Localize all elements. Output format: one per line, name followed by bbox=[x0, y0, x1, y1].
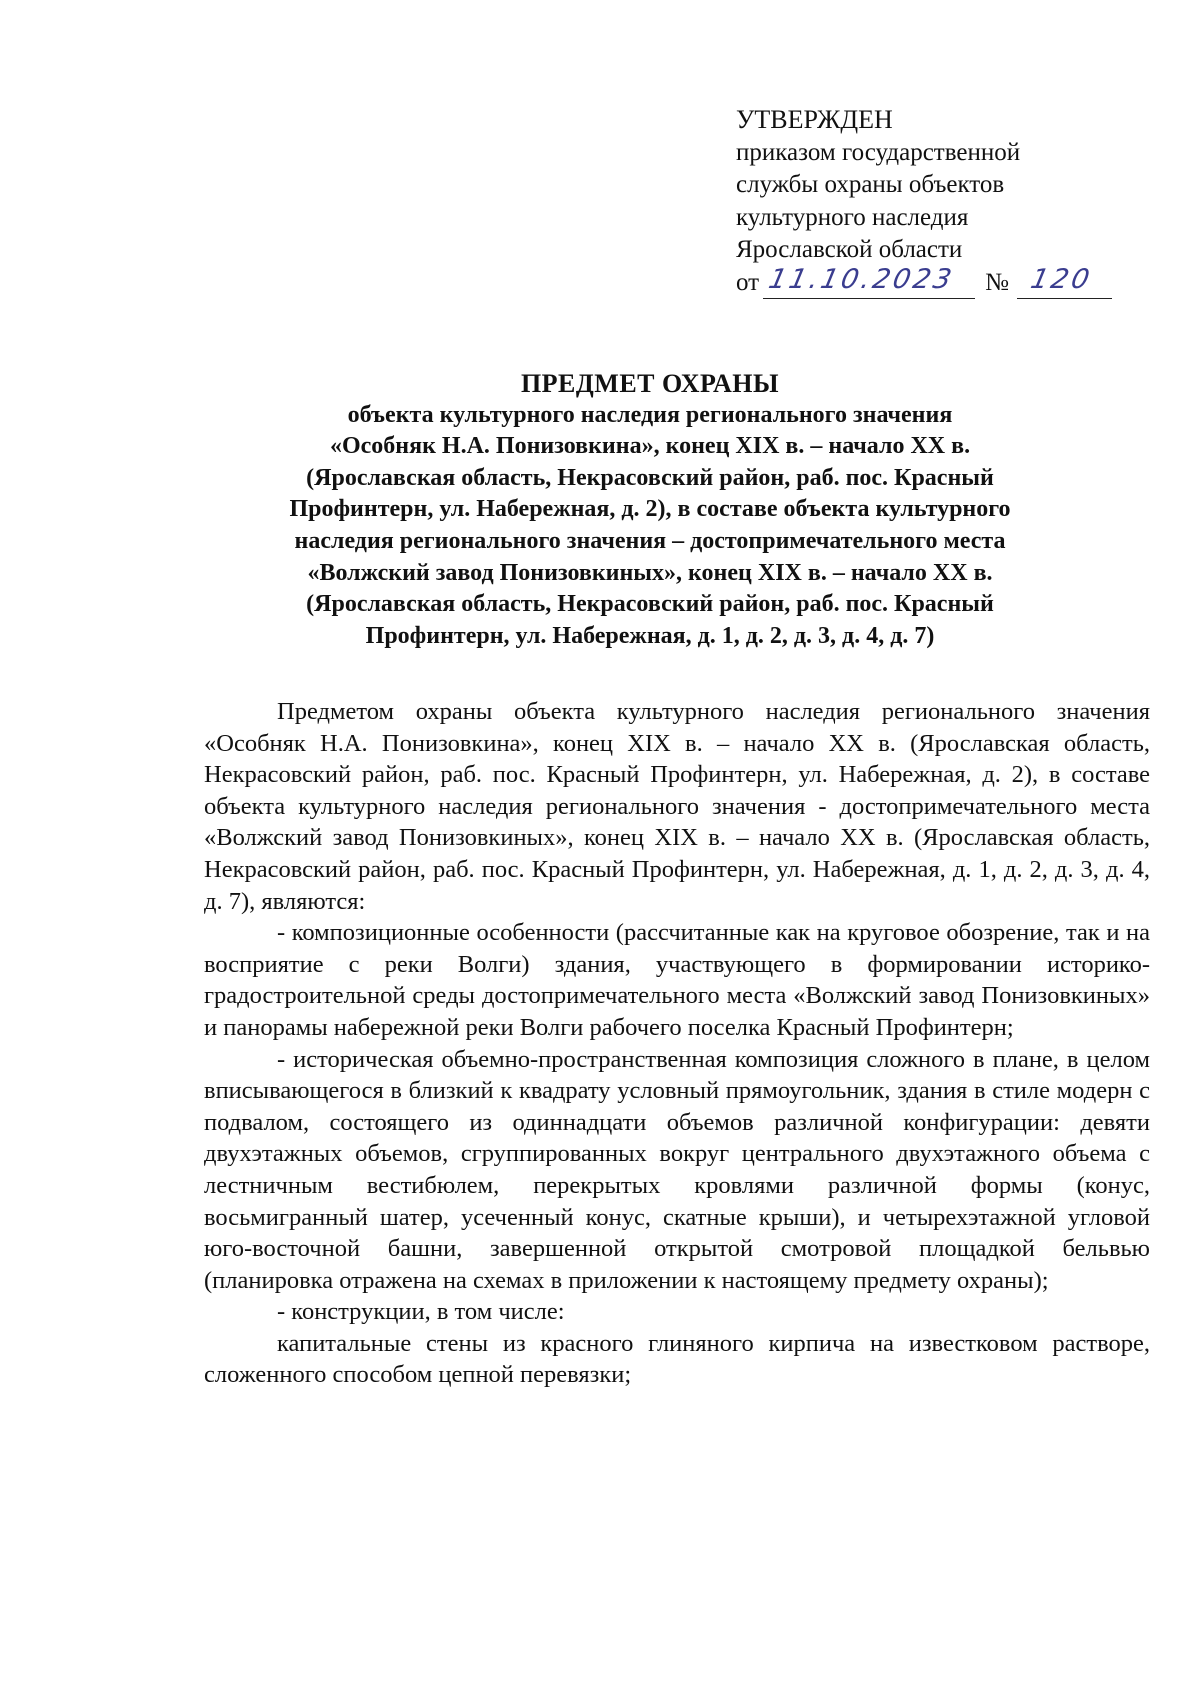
date-prefix: от bbox=[736, 268, 760, 296]
list-item: - конструкции, в том числе: bbox=[277, 1298, 565, 1326]
list-item: - композиционные особенности (рассчитанные как на круговое обозрение, так и на восприятие с реки Волги) здания, участвующего в формировании историко-градостроительной среды достопримечательного места «Волжский завод Понизовкиных» и панорамы набережной реки Волги рабочего поселка Красный Профинтерн; bbox=[204, 919, 1150, 1041]
number-field bbox=[1017, 263, 1112, 299]
title-line: (Ярославская область, Некрасовский район, раб. пос. Красный bbox=[306, 591, 994, 618]
document-body bbox=[204, 696, 1150, 1391]
approval-line: приказом государственной bbox=[736, 138, 1021, 166]
list-item: капитальные стены из красного глиняного кирпича на известковом растворе, сложенного способом цепной перевязки; bbox=[204, 1329, 1150, 1389]
approval-line: службы охраны объектов bbox=[736, 171, 1005, 198]
approval-block bbox=[736, 104, 1136, 299]
approval-line: Ярославской области bbox=[736, 236, 963, 263]
title-line: Профинтерн, ул. Набережная, д. 1, д. 2, д. 3, д. 4, д. 7) bbox=[365, 622, 935, 649]
title-main: ПРЕДМЕТ ОХРАНЫ bbox=[520, 369, 780, 398]
date-field bbox=[763, 263, 975, 299]
title-line: наследия регионального значения – достопримечательного места bbox=[294, 527, 1006, 554]
number-prefix: № bbox=[985, 268, 1009, 296]
handwritten-number: 120 bbox=[1027, 263, 1095, 295]
approval-line: культурного наследия bbox=[736, 203, 969, 231]
title-line: Профинтерн, ул. Набережная, д. 2), в составе объекта культурного bbox=[289, 496, 1011, 523]
title-line: объекта культурного наследия регионального значения bbox=[347, 401, 953, 428]
approval-date-row bbox=[736, 263, 1136, 300]
document-title bbox=[200, 368, 1100, 652]
handwritten-date: 11.10.2023 bbox=[765, 263, 958, 295]
title-line: (Ярославская область, Некрасовский район, раб. пос. Красный bbox=[306, 464, 994, 491]
approval-heading: УТВЕРЖДЕН bbox=[736, 105, 893, 134]
intro-paragraph: Предметом охраны объекта культурного наследия регионального значения «Особняк Н.А. Понизовкина», конец XIX в. – начало XX в. (Ярославская область, Некрасовский район, раб. пос. Красный Профинтерн, ул. Набережная, д. 2), в составе объекта культурного наследия регионального значения - достопримечательного места «Волжский завод Понизовкиных», конец XIX в. – начало XX в. (Ярославская область, Некрасовский район, раб. пос. Красный Профинтерн, ул. Набережная, д. 1, д. 2, д. 3, д. 4, д. 7), являются: bbox=[204, 698, 1150, 915]
title-line: «Волжский завод Понизовкиных», конец XIX в. – начало XX в. bbox=[307, 559, 993, 586]
title-line: «Особняк Н.А. Понизовкина», конец XIX в. – начало XX в. bbox=[329, 433, 971, 460]
list-item: - историческая объемно-пространственная композиция сложного в плане, в целом вписывающегося в близкий к квадрату условный прямоугольник, здания в стиле модерн с подвалом, состоящего из одиннадцати объемов различной конфигурации: девяти двухэтажных объемов, сгруппированных вокруг центрального двухэтажного объема с лестничным вестибюлем, перекрытых кровлями различной формы (конус, восьмигранный шатер, усеченный конус, скатные крыши), и четырехэтажной угловой юго-восточной башни, завершенной открытой смотровой площадкой бельвью (планировка отражена на схемах в приложении к настоящему предмету охраны); bbox=[204, 1045, 1150, 1294]
